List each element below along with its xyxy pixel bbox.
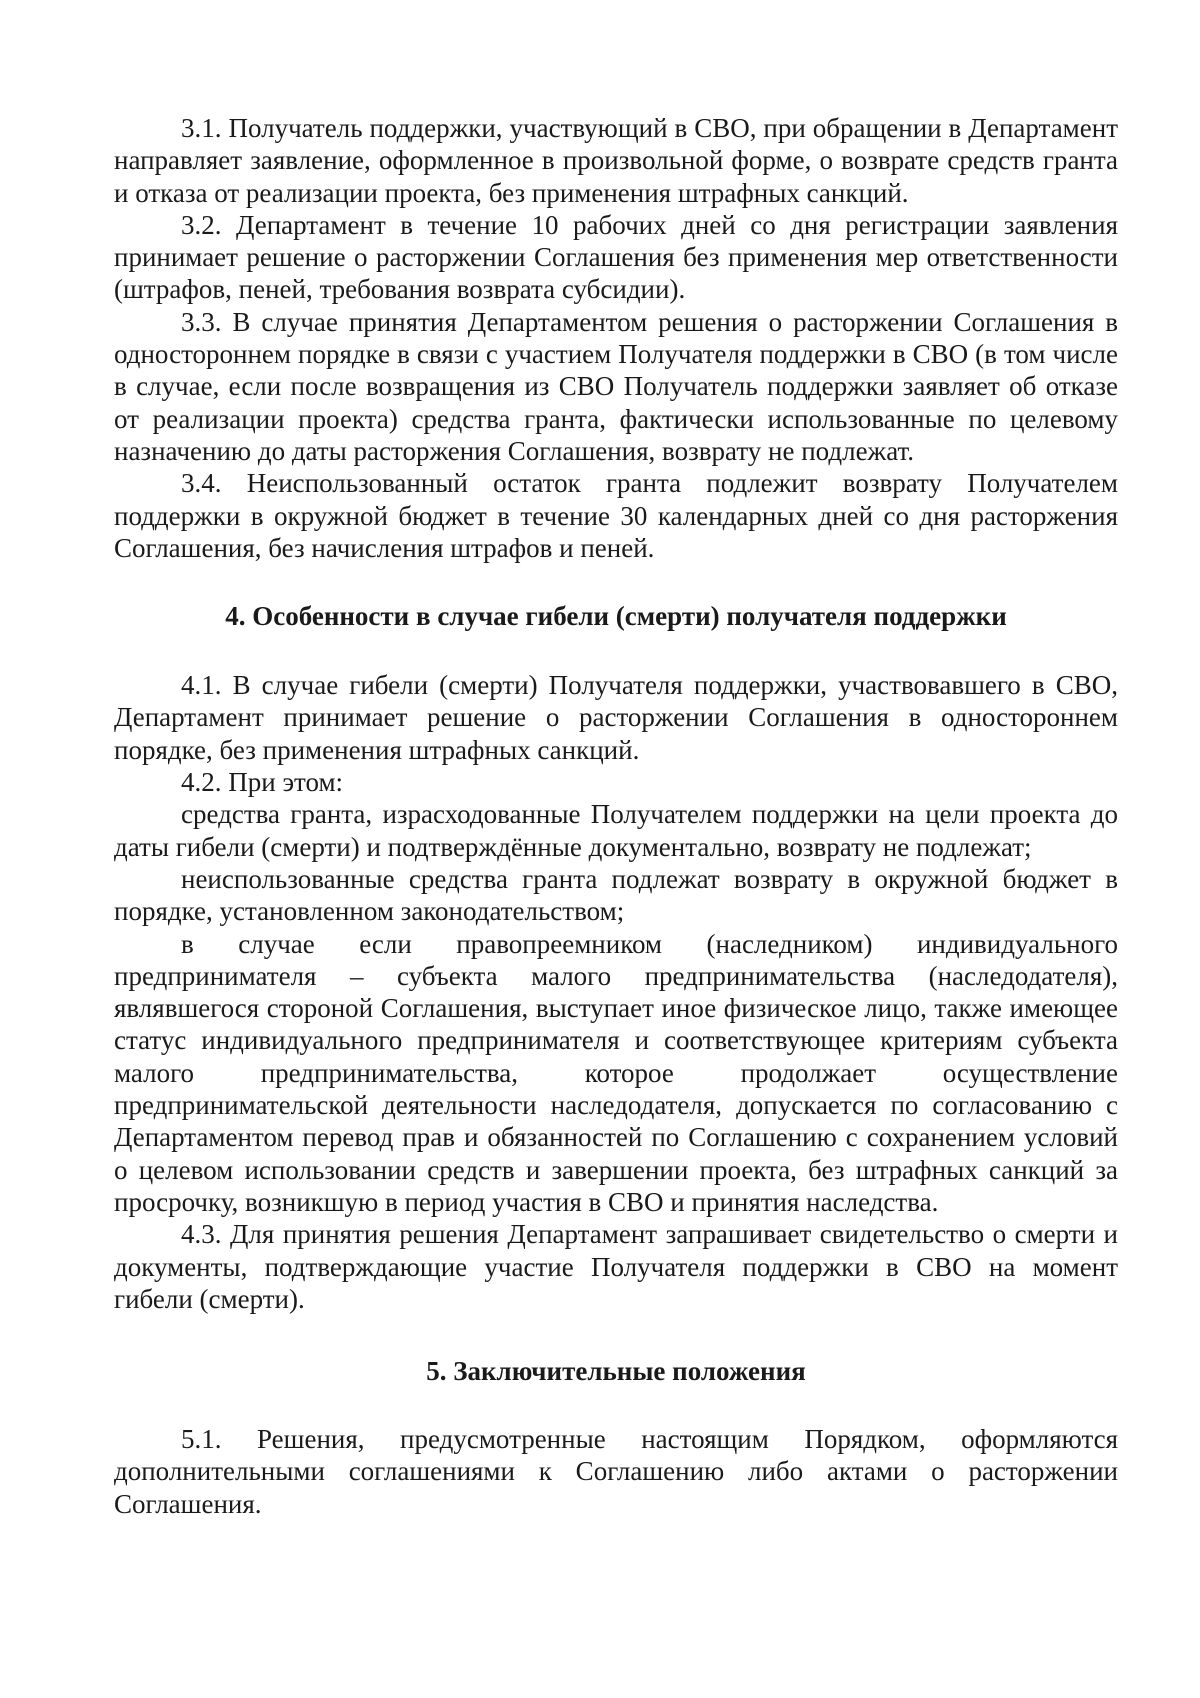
paragraph-3-4: 3.4. Неиспользованный остаток гранта подлежит возврату Получателем поддержки в окружной бюджет в течение 30 календарных дней со дня расторжения Соглашения, без начисления штрафов и пеней. (114, 468, 1118, 563)
section-5-heading: 5. Заключительные положения (426, 1356, 806, 1387)
paragraph-3-3: 3.3. В случае принятия Департаментом решения о расторжении Соглашения в одностороннем порядке в связи с участием Получателя поддержки в СВО (в том числе в случае, если после возвращения из СВО Получатель поддержки заявляет об отказе от реализации проекта) средства гранта, фактически использованные по целевому назначению до даты расторжения Соглашения, возврату не подлежат. (114, 306, 1118, 466)
paragraph-4-2: 4.2. При этом: (181, 767, 344, 798)
section-4-heading: 4. Особенности в случае гибели (смерти) получателя поддержки (225, 601, 1007, 632)
paragraph-4-1: 4.1. В случае гибели (смерти) Получателя поддержки, участвовавшего в СВО, Департамент принимает решение о расторжении Соглашения в одностороннем порядке, без применения штрафных санкций. (114, 670, 1118, 765)
paragraph-3-2: 3.2. Департамент в течение 10 рабочих дней со дня регистрации заявления принимает решение о расторжении Соглашения без применения мер ответственности (штрафов, пеней, требования возврата субсидии). (114, 209, 1118, 305)
paragraph-5-1: 5.1. Решения, предусмотренные настоящим Порядком, оформляются дополнительными соглашениями к Соглашению либо актами о расторжении Соглашения. (114, 1424, 1118, 1519)
paragraph-3-1: 3.1. Получатель поддержки, участвующий в СВО, при обращении в Департамент направляет заявление, оформленное в произвольной форме, о возврате средств гранта и отказа от реализации проекта, без применения штрафных санкций. (114, 113, 1118, 208)
paragraph-4-2-item-a: средства гранта, израсходованные Получателем поддержки на цели проекта до даты гибели (смерти) и подтверждённые документально, возврату не подлежат; (114, 799, 1118, 862)
paragraph-4-2-item-b: неиспользованные средства гранта подлежат возврату в окружной бюджет в порядке, установленном законодательством; (114, 863, 1118, 927)
paragraph-4-2-item-c: в случае если правопреемником (наследником) индивидуального предпринимателя – субъекта малого предпринимательства (наследодателя), являвшегося стороной Соглашения, выступает иное физическое лицо, также имеющее статус индивидуального предпринимателя и соответствующее критериям субъекта малого предпринимательства, которое продолжает осуществление предпринимательской деятельности наследодателя, допускается по согласованию с Департаментом перевод прав и обязанностей по Соглашению с сохранением условий о целевом использовании средств и завершении проекта, без штрафных санкций за просрочку, возникшую в период участия в СВО и принятия наследства. (114, 928, 1118, 1217)
paragraph-4-3: 4.3. Для принятия решения Департамент запрашивает свидетельство о смерти и документы, подтверждающие участие Получателя поддержки в СВО на момент гибели (смерти). (114, 1219, 1118, 1314)
